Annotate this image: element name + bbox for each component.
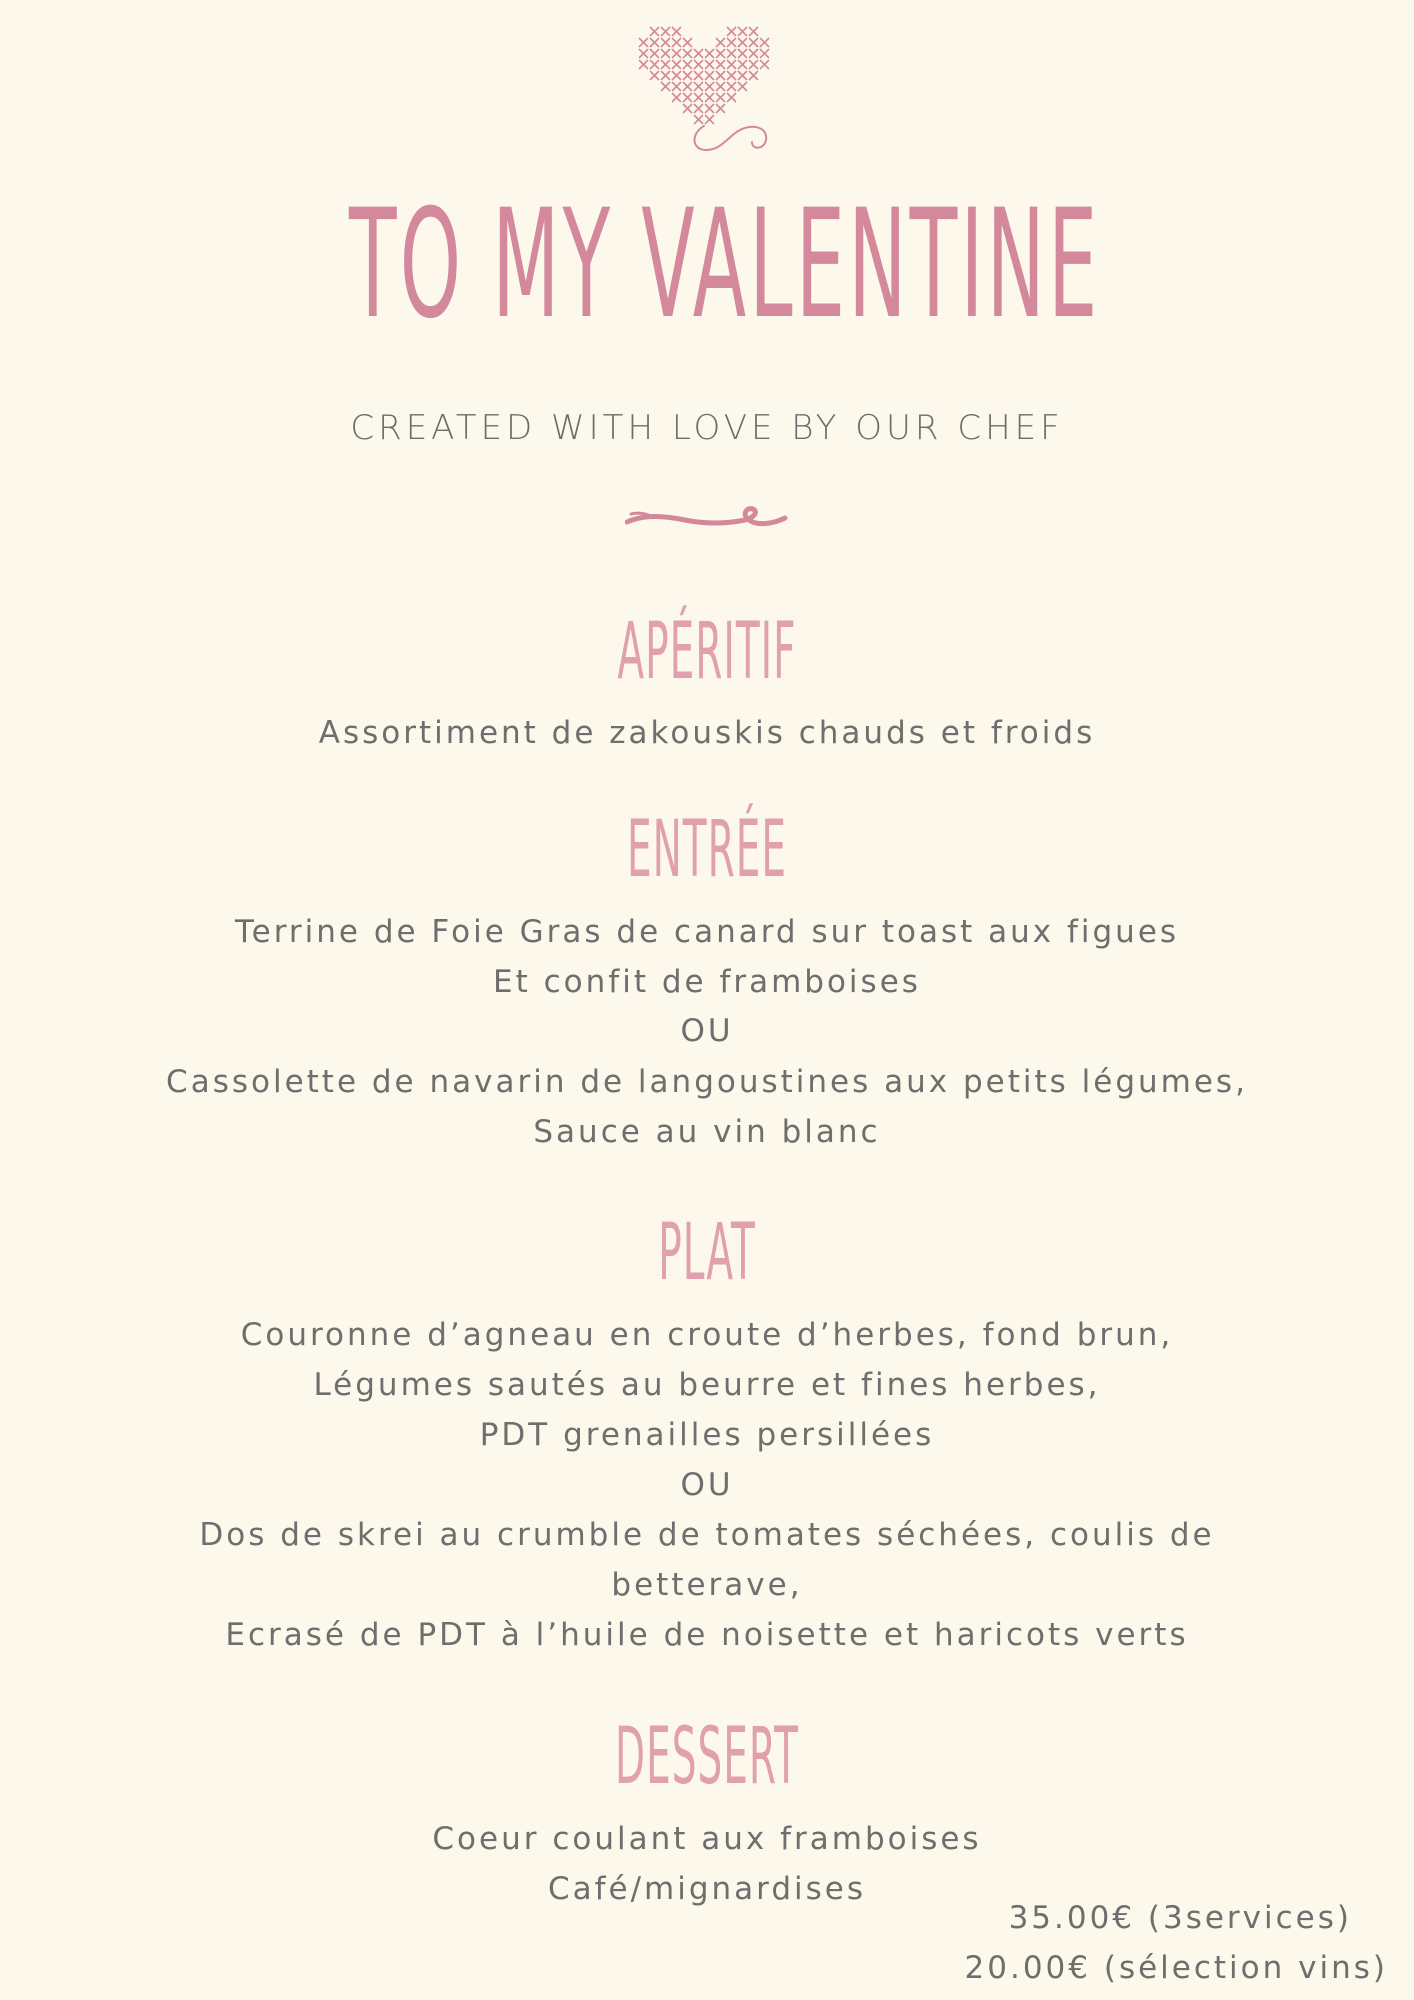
cross-stitch: [705, 60, 714, 69]
cross-stitch: [705, 115, 714, 124]
cross-stitch: [683, 82, 692, 91]
cross-stitch: [727, 82, 736, 91]
cross-stitch: [727, 27, 736, 36]
menu-item: betterave,: [611, 1567, 803, 1603]
cross-stitch: [705, 93, 714, 102]
price-wine-selection: 20.00€ (sélection vins): [964, 1950, 1388, 1986]
cross-stitch: [683, 104, 692, 113]
cross-stitch: [727, 49, 736, 58]
cross-stitch: [661, 82, 670, 91]
menu-item: PDT grenailles persillées: [479, 1417, 935, 1453]
cross-stitch: [727, 93, 736, 102]
cross-stitch: [694, 115, 703, 124]
cross-stitch: [749, 60, 758, 69]
cross-stitch: [716, 93, 725, 102]
cross-stitch: [672, 60, 681, 69]
cross-stitch: [727, 71, 736, 80]
cross-stitch: [650, 60, 659, 69]
cross-stitch: [694, 104, 703, 113]
cross-stitch: [694, 93, 703, 102]
cross-stitch: [661, 49, 670, 58]
cross-stitch: [683, 49, 692, 58]
cross-stitch: [716, 104, 725, 113]
cross-stitch: [705, 82, 714, 91]
cross-stitch: [694, 82, 703, 91]
cross-stitch: [661, 60, 670, 69]
cross-stitch: [672, 93, 681, 102]
section-heading-aperitif: APÉRITIF: [617, 607, 797, 697]
menu-item: Café/mignardises: [547, 1871, 867, 1907]
cross-stitch: [672, 82, 681, 91]
cross-stitch: [650, 71, 659, 80]
cross-stitch: [760, 38, 769, 47]
cross-stitch: [683, 71, 692, 80]
cross-stitch: [760, 60, 769, 69]
cross-stitch: [650, 38, 659, 47]
cross-stitch: [661, 38, 670, 47]
section-heading-dessert: DESSERT: [615, 1712, 799, 1802]
cross-stitch: [672, 49, 681, 58]
menu-item: Terrine de Foie Gras de canard sur toast aux figues: [234, 914, 1180, 950]
cross-stitch: [760, 49, 769, 58]
cross-stitch: [694, 49, 703, 58]
price-three-services: 35.00€ (3services): [1008, 1900, 1352, 1936]
section-heading-plat: PLAT: [658, 1208, 756, 1298]
menu-item: Coeur coulant aux framboises: [432, 1821, 982, 1857]
cross-stitch: [749, 71, 758, 80]
cross-stitch: [683, 93, 692, 102]
swirl-divider-icon: [625, 500, 789, 540]
cross-stitch: [716, 49, 725, 58]
menu-item: Ecrasé de PDT à l’huile de noisette et haricots verts: [225, 1617, 1189, 1653]
cross-stitch: [738, 82, 747, 91]
menu-choice-separator: OU: [680, 1013, 734, 1049]
cross-stitch: [705, 71, 714, 80]
cross-stitch: [639, 49, 648, 58]
menu-item: Légumes sautés au beurre et fines herbes,: [313, 1367, 1101, 1403]
menu-title: TO MY VALENTINE: [348, 178, 1101, 352]
cross-stitch-heart-icon: [630, 22, 790, 172]
cross-stitch: [672, 38, 681, 47]
cross-stitch: [705, 104, 714, 113]
cross-stitch: [639, 60, 648, 69]
cross-stitch: [738, 49, 747, 58]
cross-stitch: [694, 60, 703, 69]
cross-stitch: [716, 60, 725, 69]
cross-stitch: [749, 49, 758, 58]
menu-item: Dos de skrei au crumble de tomates séchées, coulis de: [199, 1517, 1215, 1553]
cross-stitch: [672, 71, 681, 80]
cross-stitch: [661, 27, 670, 36]
cross-stitch: [650, 27, 659, 36]
cross-stitch: [716, 82, 725, 91]
cross-stitch: [683, 60, 692, 69]
menu-item: Couronne d’agneau en croute d’herbes, fond brun,: [240, 1317, 1174, 1353]
cross-stitch: [716, 71, 725, 80]
cross-stitch: [716, 38, 725, 47]
cross-stitch: [705, 49, 714, 58]
cross-stitch: [639, 38, 648, 47]
menu-item: Assortiment de zakouskis chauds et froids: [318, 715, 1096, 751]
cross-stitch: [727, 38, 736, 47]
menu-subtitle: CREATED WITH LOVE BY OUR CHEF: [350, 408, 1064, 448]
cross-stitch: [749, 38, 758, 47]
menu-choice-separator: OU: [680, 1467, 734, 1503]
menu-item: Et confit de framboises: [493, 964, 921, 1000]
cross-stitch: [672, 27, 681, 36]
cross-stitch: [738, 38, 747, 47]
cross-stitch: [727, 60, 736, 69]
menu-item: Sauce au vin blanc: [533, 1114, 881, 1150]
cross-stitch: [683, 38, 692, 47]
cross-stitch: [650, 49, 659, 58]
menu-item: Cassolette de navarin de langoustines aux petits légumes,: [166, 1064, 1248, 1100]
cross-stitch: [661, 71, 670, 80]
cross-stitch: [749, 27, 758, 36]
section-heading-entree: ENTRÉE: [626, 805, 788, 895]
thread-tail: [694, 126, 766, 150]
cross-stitch: [738, 60, 747, 69]
cross-stitch: [694, 71, 703, 80]
cross-stitch: [738, 71, 747, 80]
cross-stitch: [738, 27, 747, 36]
